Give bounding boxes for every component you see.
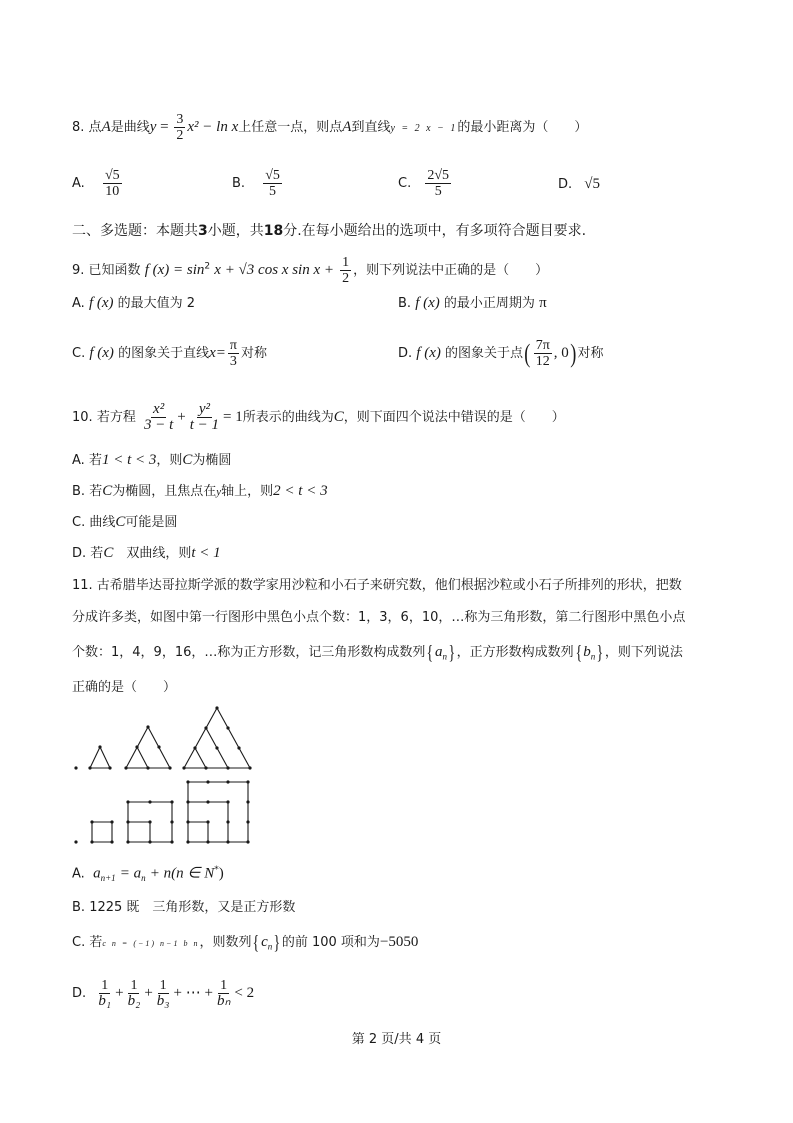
q10-option-d: D. 若C 双曲线，则t < 1: [72, 545, 221, 561]
q10-stem: 10. 若方程 $\frac{\text{x²}}{3 - t}$ + $\frac{\text{y²}}{t - 1}$ = 1所表示的曲线为C，则下面四个说法中错误的是（ ）: [72, 401, 565, 433]
square-figure-2: [126, 800, 173, 843]
q11-line-1: 11. 古希腊毕达哥拉斯学派的数学家用沙粒和小石子来研究数，他们根据沙粒或小石子所排列的形状，把数: [72, 578, 682, 593]
q8-stem: 8. 点A是曲线y = $\frac{3}{2}$ x² − ln x上任意一点，则点A到直线y = 2 x − 1的最小距离为（ ）: [72, 112, 588, 143]
q8-option-c: C. $\frac{2√5}{5}$: [398, 168, 450, 199]
q9-option-c: C. f (x) 的图象关于直线x= $\frac{\pi}{3}$ 对称: [72, 338, 267, 369]
q11-line-3: 个数：1，4，9，16，…称为正方形数，记三角形数构成数列$\{a_n\}$，正方形数构成数列$\{b_n\}$，则下列说法: [72, 641, 683, 664]
triangle-figure-3: [182, 706, 251, 769]
q11-option-a: A. $a_{n+1} = a_n + n(n$ ∈ N*): [72, 865, 224, 883]
q11-option-b: B. 1225 既 三角形数，又是正方形数: [72, 900, 296, 915]
page-footer: 第 2 页/共 4 页: [351, 1032, 442, 1047]
q10-option-b: B. 若C为椭圆，且焦点在y轴上，则2 < t < 3: [72, 483, 328, 499]
square-figure-1: [90, 820, 113, 843]
q10-option-a: A. 若1 < t < 3，则C为椭圆: [72, 452, 232, 468]
q9-option-d: D. f (x) 的图象关于点( $\frac{7\pi}{12}$ , 0)对称: [398, 338, 604, 369]
q8-option-a: A. $\frac{√5}{10}$: [72, 168, 120, 199]
square-figure-3: [186, 780, 249, 843]
section-2-title: 二、多选题：本题共3小题，共18分.在每小题给出的选项中，有多项符合题目要求.: [72, 223, 587, 239]
q11-option-c: C. 若c n = (−1) n−1 b n，则数列$\{c_n\}$的前 100 项和为−5050: [72, 931, 419, 954]
q8-option-b: B. $\frac{√5}{5}$: [232, 168, 280, 199]
triangle-figure-2: [124, 725, 171, 769]
triangle-figure-1: [88, 745, 111, 769]
q11-line-4: 正确的是（ ）: [72, 680, 177, 695]
q8-option-d: D. √5: [558, 176, 601, 192]
stray-dot-2: [74, 840, 77, 843]
q11-figure: [60, 700, 360, 850]
q9-stem: 9. 已知函数 f $(x) = \sin^2 x + √3$ cos x sin x + $\frac{1}{2}$ ，则下列说法中正确的是（ ）: [72, 255, 549, 286]
q8-fraction: $\frac{3}{2}$: [176, 112, 184, 143]
q11-line-2: 分成许多类，如图中第一行图形中黑色小点个数：1，3，6，10，…称为三角形数，第二行图形中黑色小点: [72, 610, 686, 625]
q11-option-d: D. $\frac{1}{\text{b₁}}$ + $\frac{1}{\text{b₂}}$ + $\frac{1}{\text{b₃}}$ + ⋯ + $\frac{1}{\text{bₙ}}$ < 2: [72, 978, 255, 1009]
q9-option-b: B. f (x) 的最小正周期为 π: [398, 295, 547, 311]
q10-option-c: C. 曲线C可能是圆: [72, 514, 178, 530]
q9-option-a: A. f (x) 的最大值为 2: [72, 295, 196, 311]
stray-dot-1: [74, 766, 77, 769]
